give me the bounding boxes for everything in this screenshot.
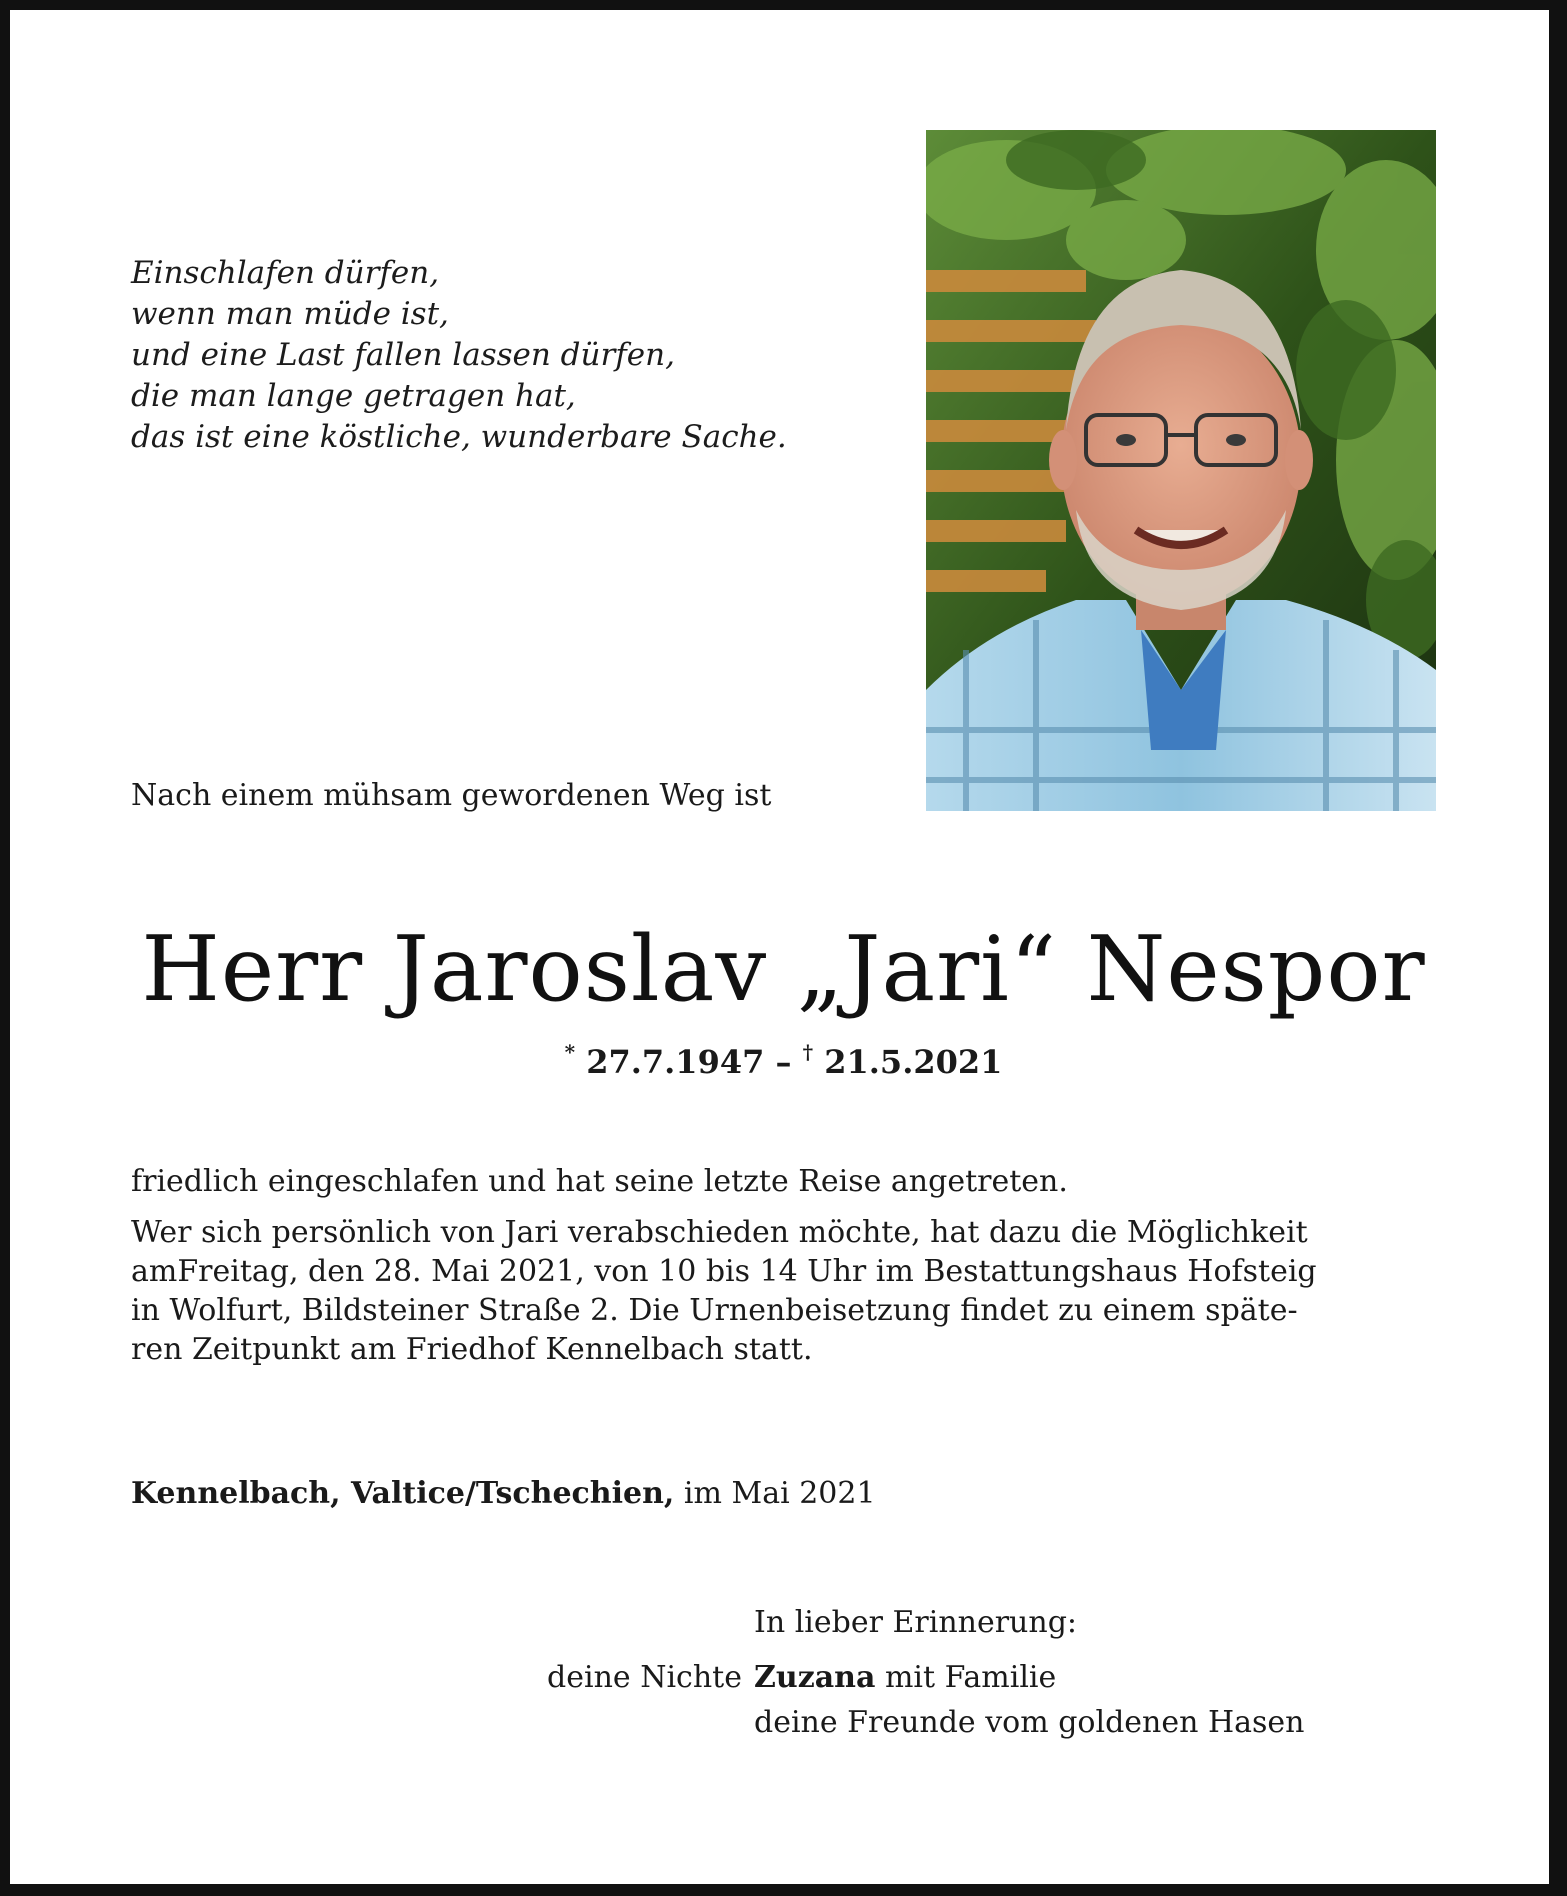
body-line: ren Zeitpunkt am Friedhof Kennelbach statt.: [131, 1332, 813, 1367]
intro-text: Nach einem mühsam gewordenen Weg ist: [131, 778, 772, 813]
death-symbol: †: [802, 1040, 814, 1064]
body-line: Wer sich persönlich von Jari verabschieden möchte, hat dazu die Möglichkeit: [131, 1215, 1308, 1250]
poem-line: die man lange getragen hat,: [131, 378, 576, 414]
body-line: in Wolfurt, Bildsteiner Straße 2. Die Urnenbeisetzung findet zu einem späte-: [131, 1293, 1298, 1328]
poem-line: Einschlafen dürfen,: [131, 255, 440, 291]
body-line: friedlich eingeschlafen und hat seine letzte Reise angetreten.: [131, 1164, 1068, 1199]
poem-line: und eine Last fallen lassen dürfen,: [131, 337, 675, 373]
place-locations: Kennelbach, Valtice/Tschechien,: [131, 1476, 675, 1511]
date-separator: –: [775, 1043, 792, 1081]
signature-suffix: mit Familie: [884, 1660, 1057, 1695]
signature-row-2: deine Freunde vom goldenen Hasen: [754, 1705, 1305, 1740]
poem: [131, 253, 787, 458]
deceased-name: Herr Jaroslav „Jari“ Nespor: [141, 917, 1426, 1022]
signature-prefix: deine Nichte: [547, 1660, 742, 1695]
birth-symbol: *: [564, 1040, 576, 1064]
place-date-text: im Mai 2021: [683, 1476, 876, 1511]
poem-line: wenn man müde ist,: [131, 296, 449, 332]
life-dates: [0, 1040, 1567, 1081]
body-line: amFreitag, den 28. Mai 2021, von 10 bis 14 Uhr im Bestattungshaus Hofsteig: [131, 1254, 1317, 1289]
signature-row-1: [754, 1660, 1056, 1695]
place-date: [131, 1476, 876, 1511]
signature-name: Zuzana: [754, 1660, 876, 1695]
portrait-photo-icon: [926, 130, 1436, 811]
poem-line: das ist eine köstliche, wunderbare Sache.: [131, 419, 787, 455]
death-date: 21.5.2021: [824, 1043, 1003, 1081]
announcement-body: [131, 1162, 1451, 1369]
birth-date: 27.7.1947: [586, 1043, 765, 1081]
signature-title: In lieber Erinnerung:: [754, 1605, 1078, 1640]
